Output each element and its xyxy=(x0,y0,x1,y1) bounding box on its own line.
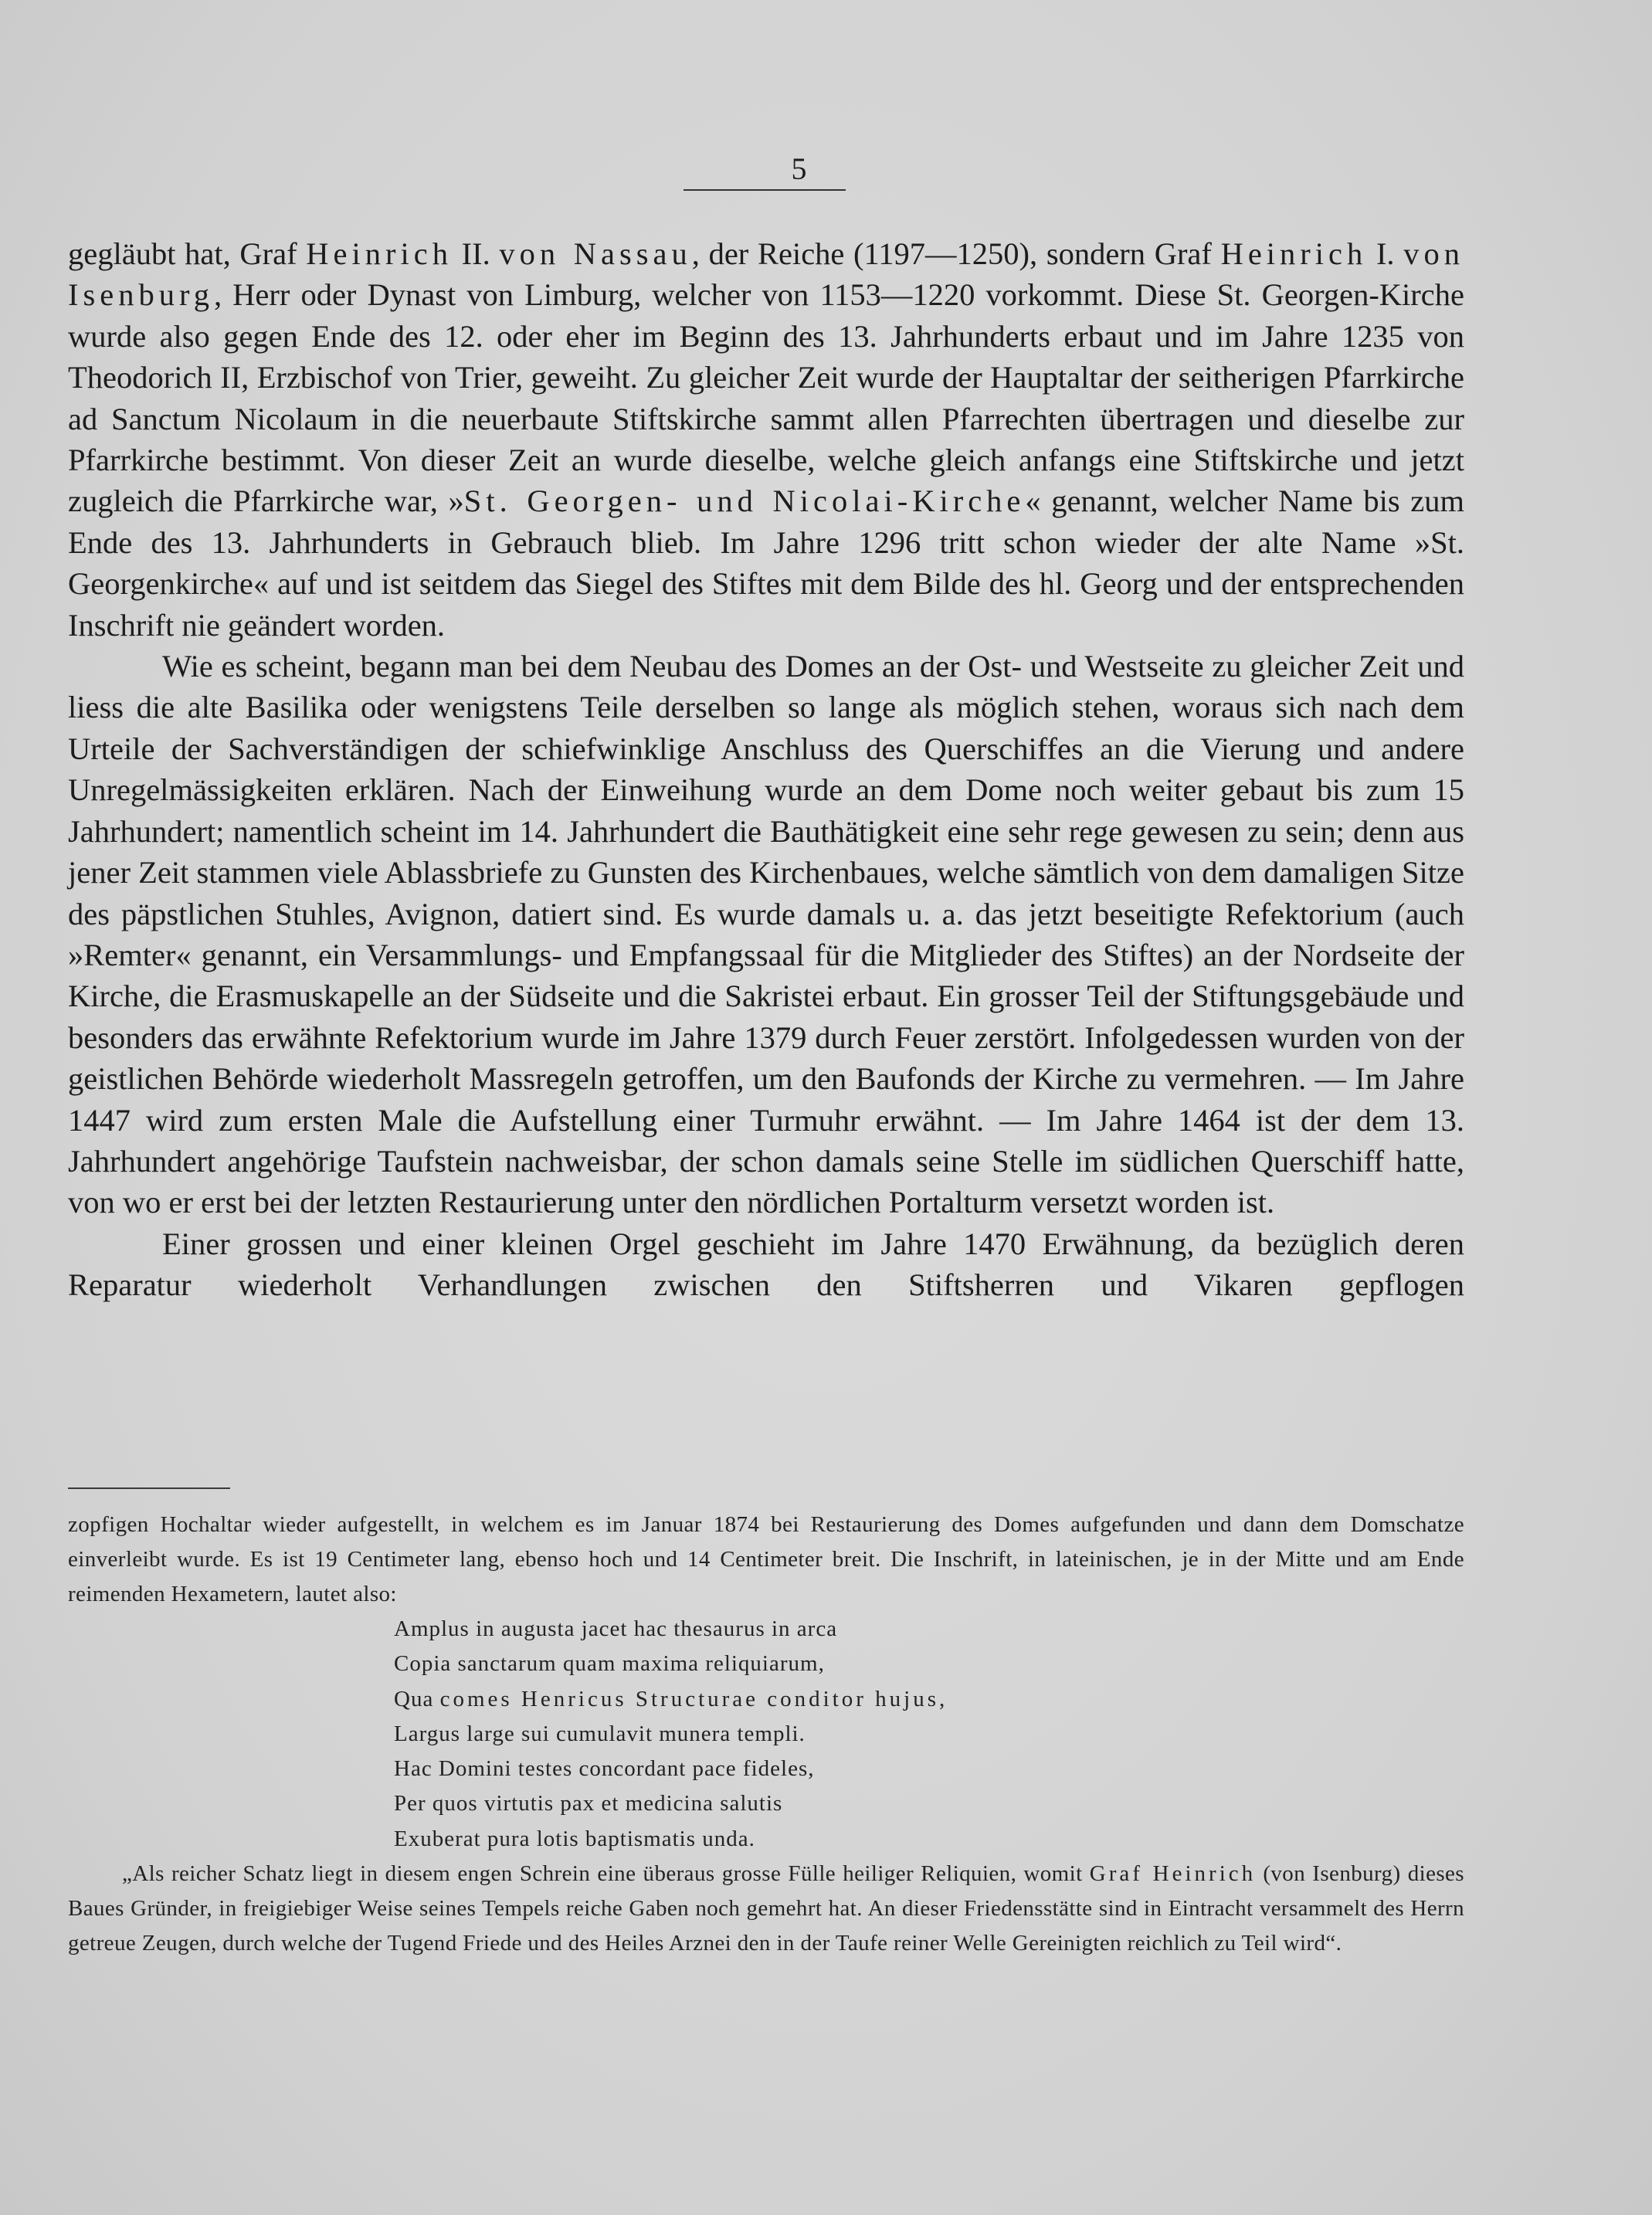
text-run: « genannt, welcher Name bis zum Ende des 13. Jahrhunderts in Gebrauch blieb. Im Jahre 1296 tritt schon wieder der alte Name »St. Georgenkirche« auf und ist seitdem das Siegel des Stiftes mit dem Bilde des hl. Georg und der entsprechenden Inschrift nie geändert worden. xyxy=(68,483,1465,643)
verse-line: Exuberat pura lotis baptismatis unda. xyxy=(394,1826,755,1851)
verse-line: Per quos virtutis pax et medicina salutis xyxy=(394,1791,783,1816)
text-run: II. xyxy=(452,236,500,271)
page-number: 5 xyxy=(791,151,808,186)
footnote xyxy=(68,1508,1464,1961)
footnote-separator xyxy=(68,1487,230,1489)
spaced-name: von Isenburg xyxy=(68,236,1464,313)
spaced-name: Heinrich xyxy=(306,236,453,271)
text-run: , Herr oder Dynast von Limburg, welcher von 1153—1220 vorkommt. Diese St. Georgen-Kirche wurde also gegen Ende des 12. oder eher im Beginn des 13. Jahrhunderts erbaut und im Jahre 1235 von Theodorich II, Erzbischof von Trier, geweiht. Zu gleicher Zeit wurde der Hauptaltar der seitherigen Pfarrkirche ad Sanctum Nicolaum in die neuerbaute Stiftskirche sammt allen Pfarrechten übertragen und dieselbe zur Pfarrkirche bestimmt. Von dieser Zeit an wurde dieselbe, welche gleich anfangs eine Stiftskirche und jetzt zugleich die Pfarrkirche war, » xyxy=(68,277,1464,519)
spaced-name: St. Georgen- und Nicolai-Kirche xyxy=(463,483,1026,519)
spaced-name: von Nassau xyxy=(499,236,692,271)
verse-line: Amplus in augusta jacet hac thesaurus in arca xyxy=(394,1616,838,1641)
latin-inscription xyxy=(394,1612,1464,1857)
text-run: Qua xyxy=(394,1686,440,1711)
text-run: „Als reicher Schatz liegt in diesem engen Schrein eine überaus grosse Fülle heiliger Reliquien, womit xyxy=(122,1861,1090,1887)
page-number-underline xyxy=(684,189,846,191)
text-run: I. xyxy=(1367,236,1404,271)
spaced-name: comes Henricus Structurae conditor hujus, xyxy=(439,1686,948,1711)
spaced-name: Heinrich xyxy=(1220,236,1368,271)
footnote-intro: zopfigen Hochaltar wieder aufgestellt, in welchem es im Januar 1874 bei Restaurierung des Domes aufgefunden und dann dem Domschatze einverleibt wurde. Es ist 19 Centimeter lang, ebenso hoch und 14 Centimeter breit. Die Inschrift, in lateinischen, je in der Mitte und am Ende reimenden Hexametern, lautet also: xyxy=(68,1512,1464,1606)
footnote-translation xyxy=(68,1857,1464,1961)
spaced-name: Graf Heinrich xyxy=(1089,1861,1257,1887)
paragraph-3: Einer grossen und einer kleinen Orgel geschieht im Jahre 1470 Erwähnung, da bezüglich deren Reparatur wiederholt Verhandlungen zwischen den Stiftsherren und Vikaren gepflogen xyxy=(68,1226,1464,1303)
paragraph-1 xyxy=(68,233,1464,646)
text-run: (von Isenburg) dieses Baues Gründer, in freigiebiger Weise seines Tempels reiche Gaben noch gemehrt hat. An dieser Friedensstätte sind in Eintracht versammelt des Herrn getreue Zeugen, durch welche der Tugend Friede und des Heiles Arznei den in der Taufe reiner Welle Gereinigten reichlich zu Teil wird“. xyxy=(68,1861,1464,1956)
verse-line xyxy=(394,1682,1464,1717)
body-text xyxy=(68,233,1464,1306)
paragraph-2: Wie es scheint, begann man bei dem Neubau des Domes an der Ost- und Westseite zu gleicher Zeit und liess die alte Basilika oder wenigstens Teile derselben so lange als möglich stehen, woraus sich nach dem Urteile der Sachverständigen der schiefwinklige Anschluss des Querschiffes an die Vierung und andere Unregelmässigkeiten erklären. Nach der Einweihung wurde an dem Dome noch weiter gebaut bis zum 15 Jahrhundert; namentlich scheint im 14. Jahrhundert die Bauthätigkeit eine sehr rege gewesen zu sein; denn aus jener Zeit stammen viele Ablassbriefe zu Gunsten des Kirchenbaues, welche sämtlich von dem damaligen Sitze des päpstlichen Stuhles, Avignon, datiert sind. Es wurde damals u. a. das jetzt beseitigte Refektorium (auch »Remter« genannt, ein Versammlungs- und Empfangssaal für die Mitglieder des Stiftes) an der Nordseite der Kirche, die Erasmuskapelle an der Südseite und die Sakristei erbaut. Ein grosser Teil der Stiftungsgebäude und besonders das erwähnte Refektorium wurde im Jahre 1379 durch Feuer zerstört. Infolgedessen wurden von der geistlichen Behörde wiederholt Massregeln getroffen, um den Baufonds der Kirche zu vermehren. — Im Jahre 1447 wird zum ersten Male die Aufstellung einer Turmuhr erwähnt. — Im Jahre 1464 ist der dem 13. Jahrhundert angehörige Taufstein nachweisbar, der schon damals seine Stelle im südlichen Querschiff hatte, von wo er erst bei der letzten Restaurierung unter den nördlichen Portalturm versetzt worden ist. xyxy=(68,649,1464,1220)
verse-line: Largus large sui cumulavit munera templi. xyxy=(394,1721,806,1746)
text-run: , der Reiche (1197—1250), sondern Graf xyxy=(691,236,1221,271)
verse-line: Hac Domini testes concordant pace fideles, xyxy=(394,1756,815,1782)
verse-line: Copia sanctarum quam maxima reliquiarum, xyxy=(394,1651,825,1677)
text-run: gegläubt hat, Graf xyxy=(68,236,307,271)
